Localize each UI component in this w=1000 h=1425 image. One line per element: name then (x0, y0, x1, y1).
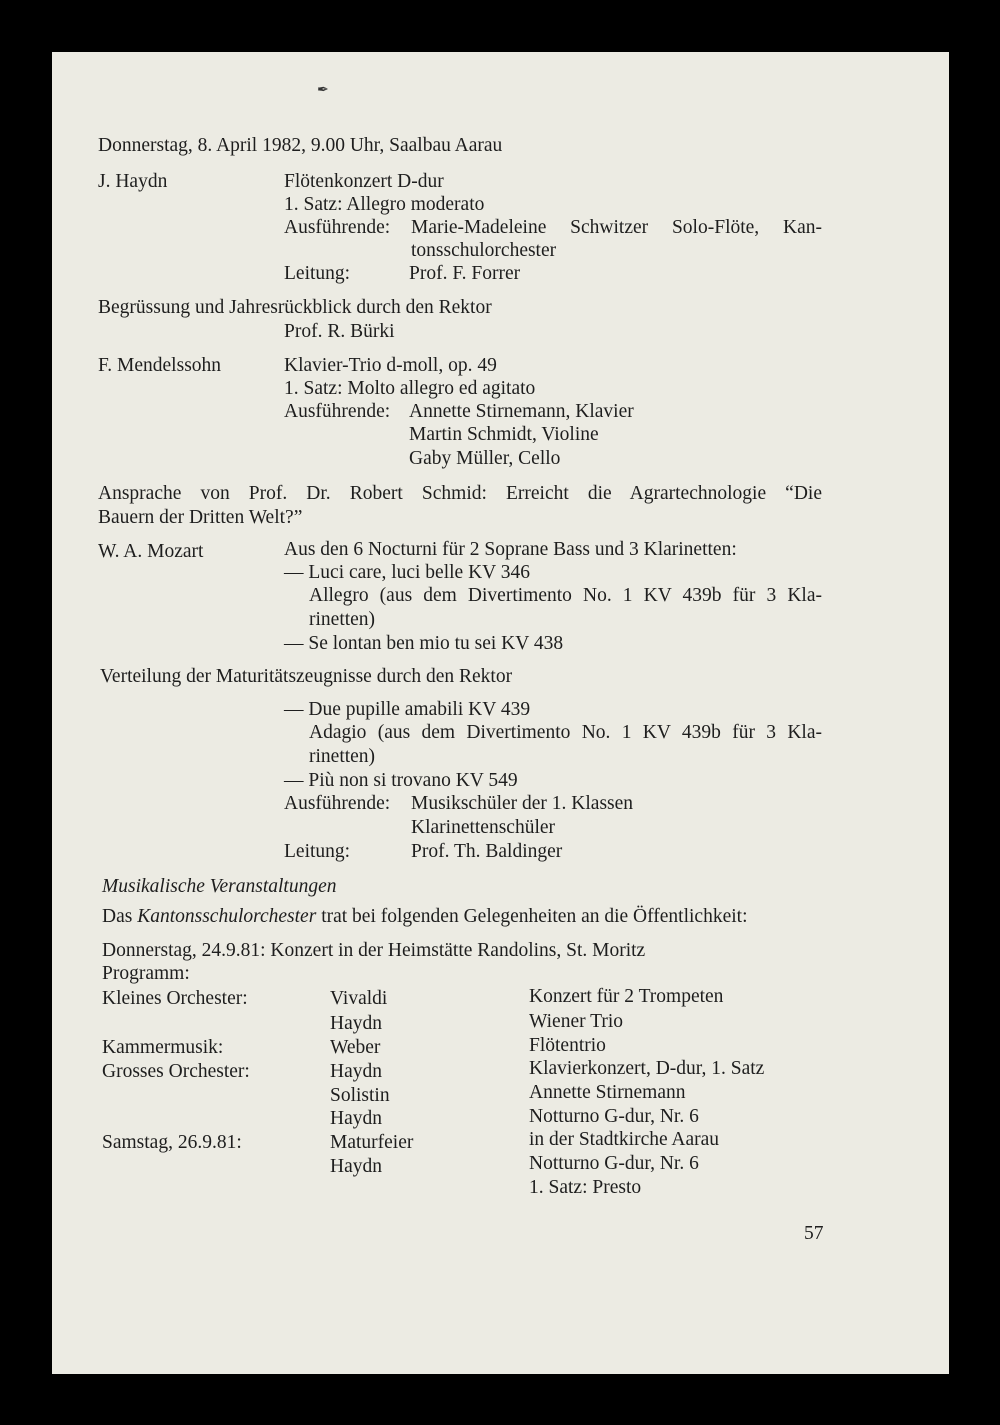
document-page (52, 52, 949, 1374)
section-intro (102, 905, 748, 929)
performers-label: Ausführende: (284, 401, 391, 422)
leader: Prof. F. Forrer (409, 263, 521, 284)
speech-line: Ansprache von Prof. Dr. Robert Schmid: Erreicht die Agrartechnologie “Die (98, 483, 822, 504)
row-work: Flötentrio (529, 1035, 606, 1056)
work-title: Flötenkonzert D-dur (284, 171, 444, 192)
row-composer: Vivaldi (330, 988, 388, 1009)
section-intro-end: trat bei folgenden Gelegenheiten an die Öffentlichkeit: (316, 906, 748, 927)
row-composer: Weber (330, 1037, 381, 1058)
performers-label: Ausführende: (284, 217, 391, 238)
mozart-item: — Due pupille amabili KV 439 (284, 699, 531, 720)
diplomas-line: Verteilung der Maturitätszeugnisse durch den Rektor (100, 666, 513, 687)
row-work: Konzert für 2 Trompeten (529, 986, 724, 1007)
movement: 1. Satz: Molto allegro ed agitato (284, 378, 536, 399)
program-label: Programm: (102, 963, 190, 984)
mozart-item-cont: rinetten) (309, 746, 376, 767)
leader-label: Leitung: (284, 263, 351, 284)
leader-label: Leitung: (284, 841, 351, 862)
row-label: Kleines Orchester: (102, 988, 248, 1009)
row-label: Grosses Orchester: (102, 1061, 250, 1082)
mozart-item: — Luci care, luci belle KV 346 (284, 562, 531, 583)
row-composer: Solistin (330, 1085, 390, 1106)
row-work: Notturno G-dur, Nr. 6 (529, 1153, 699, 1174)
section-intro-start: Das (102, 906, 138, 927)
composer-haydn: J. Haydn (98, 171, 168, 192)
row-composer: Haydn (330, 1108, 382, 1129)
leader: Prof. Th. Baldinger (411, 841, 563, 862)
greeting-line: Begrüssung und Jahresrückblick durch den Rektor (98, 297, 492, 318)
row-work: Notturno G-dur, Nr. 6 (529, 1106, 699, 1127)
row-composer: Haydn (330, 1013, 382, 1034)
speech-line-cont: Bauern der Dritten Welt?” (98, 507, 303, 528)
row-work: Wiener Trio (529, 1011, 624, 1032)
row-composer: Haydn (330, 1156, 382, 1177)
mozart-item-cont: rinetten) (309, 609, 376, 630)
row-composer: Haydn (330, 1061, 382, 1082)
concert-line: Donnerstag, 24.9.81: Konzert in der Heimstätte Randolins, St. Moritz (102, 940, 646, 961)
row-label: Samstag, 26.9.81: (102, 1132, 242, 1153)
row-work: Annette Stirnemann (529, 1082, 686, 1103)
composer-mendelssohn: F. Mendelssohn (98, 355, 222, 376)
row-work: in der Stadtkirche Aarau (529, 1129, 720, 1150)
row-label: Kammermusik: (102, 1037, 224, 1058)
performer: Annette Stirnemann, Klavier (409, 401, 634, 422)
greeting-person: Prof. R. Bürki (284, 321, 395, 342)
date-line: Donnerstag, 8. April 1982, 9.00 Uhr, Saalbau Aarau (98, 135, 503, 156)
work-title: Klavier-Trio d-moll, op. 49 (284, 355, 497, 376)
performer: Gaby Müller, Cello (409, 448, 561, 469)
mozart-item: Allegro (aus dem Divertimento No. 1 KV 439b für 3 Kla- (309, 585, 822, 606)
movement: 1. Satz: Allegro moderato (284, 194, 485, 215)
mozart-item: — Se lontan ben mio tu sei KV 438 (284, 633, 564, 654)
performers: Marie-Madeleine Schwitzer Solo-Flöte, Kan- (411, 217, 822, 238)
performers-label: Ausführende: (284, 793, 391, 814)
mozart-item: — Più non si trovano KV 549 (284, 770, 518, 791)
page-number: 57 (804, 1223, 824, 1244)
composer-mozart: W. A. Mozart (98, 541, 204, 562)
ink-speck: ✒ (317, 83, 329, 98)
orchestra-name: Kantonsschulorchester (137, 906, 317, 927)
performers-cont: tonsschulorchester (411, 240, 557, 261)
row-work: 1. Satz: Presto (529, 1177, 642, 1198)
row-work: Klavierkonzert, D-dur, 1. Satz (529, 1058, 765, 1079)
mozart-item: Adagio (aus dem Divertimento No. 1 KV 439b für 3 Kla- (309, 722, 822, 743)
section-heading: Musikalische Veranstaltungen (102, 876, 337, 897)
performer: Musikschüler der 1. Klassen (411, 793, 634, 814)
mozart-intro: Aus den 6 Nocturni für 2 Soprane Bass und 3 Klarinetten: (284, 539, 737, 560)
row-composer: Maturfeier (330, 1132, 414, 1153)
performer: Klarinettenschüler (411, 817, 556, 838)
performer: Martin Schmidt, Violine (409, 424, 599, 445)
